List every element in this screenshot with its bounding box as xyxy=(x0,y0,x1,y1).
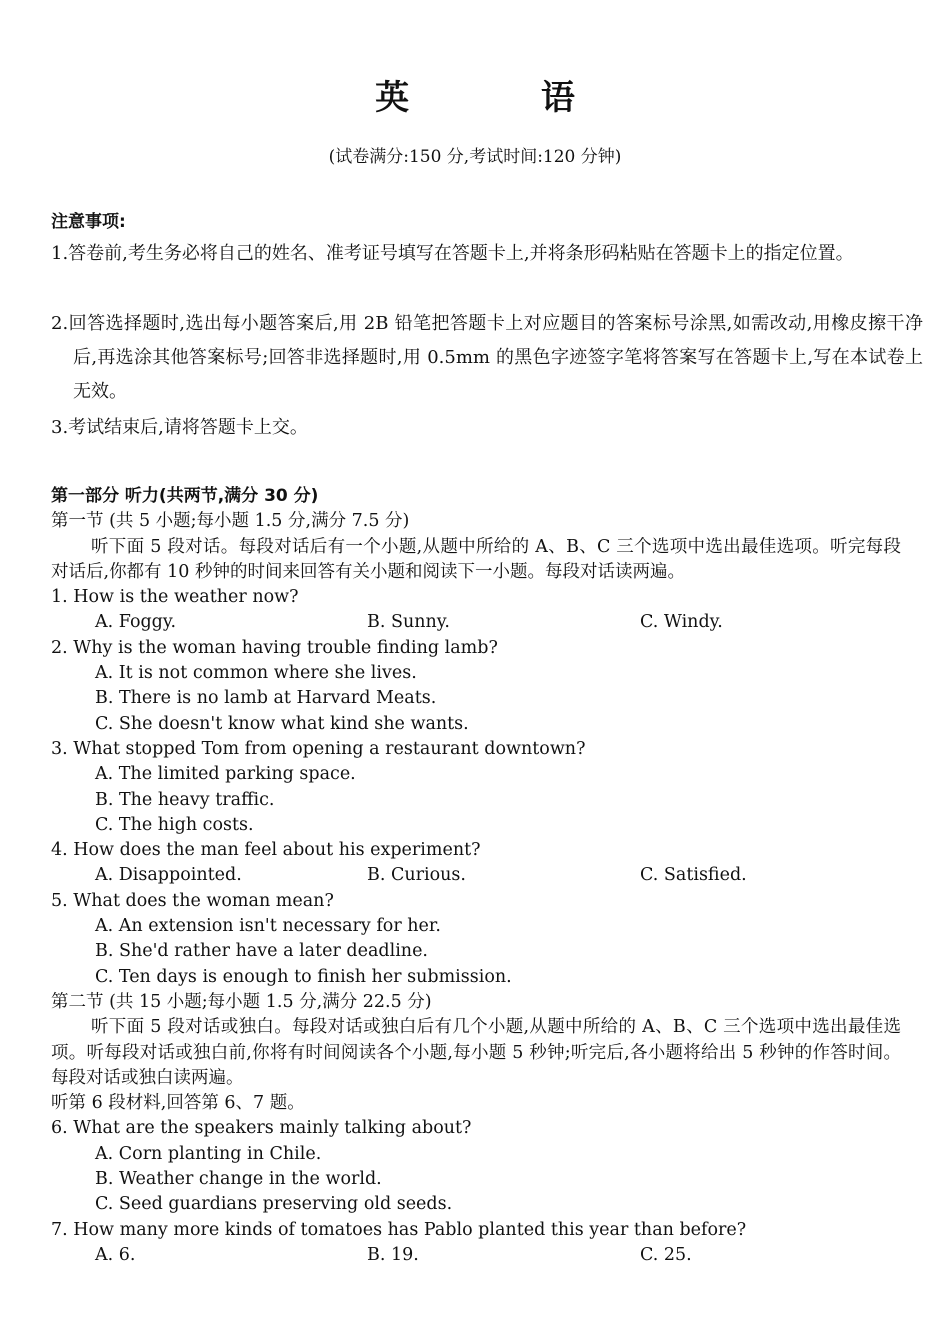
option-c: C. 25. xyxy=(640,1244,692,1265)
section-heading: 第一节 (共 5 小题;每小题 1.5 分,满分 7.5 分) xyxy=(51,511,410,532)
option-row xyxy=(51,863,901,888)
question-stem: 2. Why is the woman having trouble finding lamb? xyxy=(51,637,498,658)
option-c: C. Windy. xyxy=(640,612,723,633)
part-heading: 第一部分 听力(共两节,满分 30 分) xyxy=(51,486,319,506)
question-stem: 7. How many more kinds of tomatoes has Pablo planted this year than before? xyxy=(51,1219,747,1240)
notice-item-3: 3.考试结束后,请将答题卡上交。 xyxy=(51,417,308,438)
listening-part xyxy=(51,484,901,1268)
section-heading: 第二节 (共 15 小题;每小题 1.5 分,满分 22.5 分) xyxy=(51,991,432,1012)
option-a: A. An extension isn't necessary for her. xyxy=(95,916,441,937)
exam-subtitle: (试卷满分:150 分,考试时间:120 分钟) xyxy=(328,147,622,167)
option-row xyxy=(51,610,901,635)
material-note: 听第 6 段材料,回答第 6、7 题。 xyxy=(51,1093,305,1114)
option-a: A. 6. xyxy=(95,1244,136,1265)
option-a: A. Corn planting in Chile. xyxy=(95,1143,322,1164)
section-instructions: 听下面 5 段对话或独白。每段对话或独白后有几个小题,从题中所给的 A、B、C 三个选项中选出最佳选项。听每段对话或独白前,你将有时间阅读各个小题,每小题 5 秒钟;听完后,各小题将给出 5 秒钟的作答时间。每段对话或独白读两遍。 xyxy=(51,1017,901,1088)
question-stem: 1. How is the weather now? xyxy=(51,587,299,608)
question-stem: 5. What does the woman mean? xyxy=(51,890,334,911)
question-stem: 4. How does the man feel about his experiment? xyxy=(51,840,481,861)
option-c: C. The high costs. xyxy=(95,814,254,835)
notice-item-1: 1.答卷前,考生务必将自己的姓名、准考证号填写在答题卡上,并将条形码粘贴在答题卡上的指定位置。 xyxy=(51,243,854,264)
option-c: C. Seed guardians preserving old seeds. xyxy=(95,1194,453,1215)
notice-item-2: 2.回答选择题时,选出每小题答案后,用 2B 铅笔把答题卡上对应题目的答案标号涂黑,如需改动,用橡皮擦干净后,再选涂其他答案标号;回答非选择题时,用 0.5mm 的黑色字迹签字笔将答案写在答题卡上,写在本试卷上无效。 xyxy=(51,313,923,402)
option-c: C. Ten days is enough to finish her submission. xyxy=(95,966,512,987)
section-instructions: 听下面 5 段对话。每段对话后有一个小题,从题中所给的 A、B、C 三个选项中选出最佳选项。听完每段对话后,你都有 10 秒钟的时间来回答有关小题和阅读下一小题。每段对话读两遍。 xyxy=(51,536,901,582)
option-a: A. The limited parking space. xyxy=(95,764,356,785)
option-b: B. Sunny. xyxy=(367,612,450,633)
option-b: B. She'd rather have a later deadline. xyxy=(95,941,428,962)
page-title: 英 语 xyxy=(375,78,635,118)
option-b: B. 19. xyxy=(367,1244,419,1265)
option-row xyxy=(51,1243,901,1268)
option-a: A. Disappointed. xyxy=(95,865,242,886)
option-c: C. She doesn't know what kind she wants. xyxy=(95,713,469,734)
option-a: A. Foggy. xyxy=(95,612,177,633)
option-b: B. Curious. xyxy=(367,865,466,886)
option-b: B. There is no lamb at Harvard Meats. xyxy=(95,688,437,709)
notice-heading: 注意事项: xyxy=(51,212,126,232)
option-a: A. It is not common where she lives. xyxy=(95,663,417,684)
option-c: C. Satisfied. xyxy=(640,865,747,886)
option-b: B. The heavy traffic. xyxy=(95,789,275,810)
option-b: B. Weather change in the world. xyxy=(95,1169,382,1190)
question-stem: 3. What stopped Tom from opening a restaurant downtown? xyxy=(51,738,586,759)
question-stem: 6. What are the speakers mainly talking about? xyxy=(51,1118,472,1139)
